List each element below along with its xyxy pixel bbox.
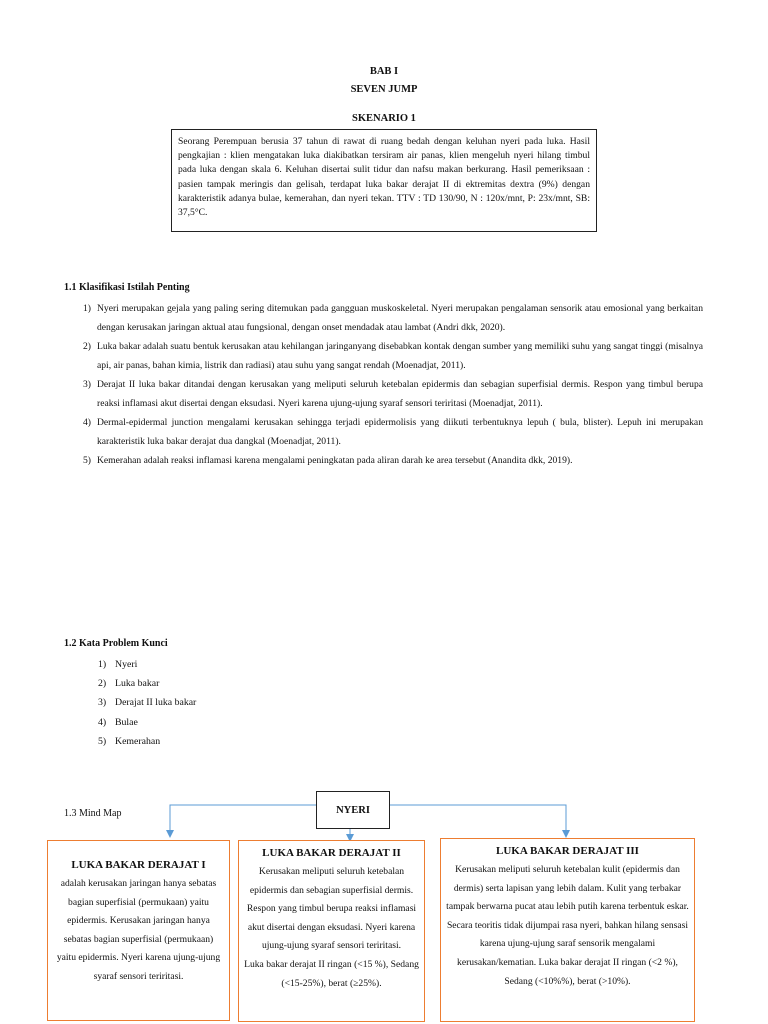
scenario-title: SKENARIO 1 <box>352 113 416 124</box>
chapter-title: BAB I <box>369 66 399 77</box>
list-number: 5) <box>98 735 107 747</box>
mind-map-heading: 1.3 Mind Map <box>64 808 122 819</box>
klasifikasi-heading: 1.1 Klasifikasi Istilah Penting <box>64 282 190 293</box>
box-text: adalah kerusakan jaringan hanya sebatas bagian superfisial (permukaan) yaitu epidermis. Kerusakan jaringan hanya sebatas bagian superfisial (permukaan) yaitu epidermis. Nyeri karena ujung-ujung syaraf sensori teriritasi. <box>56 878 221 982</box>
box-title: LUKA BAKAR DERAJAT II <box>262 847 401 859</box>
list-text: Dermal-epidermal junction mengalami kerusakan sehingga terjadi epidermolisis yang diikuti terbentuknya lepuh ( bula, blister). Lepuh ini merupakan karakteristik luka bakar derajat dua dangkal (Moenadjat, 2011). <box>97 417 703 447</box>
mind-map-box-derajat-3 <box>440 838 695 1022</box>
list-number: 4) <box>83 417 91 428</box>
box-title: LUKA BAKAR DERAJAT I <box>71 859 206 871</box>
kata-problem-heading: 1.2 Kata Problem Kunci <box>64 638 168 649</box>
connector-right <box>390 805 566 834</box>
list-number: 5) <box>83 455 91 466</box>
connector-left <box>170 805 316 834</box>
list-number: 2) <box>98 678 107 690</box>
list-number: 3) <box>98 697 107 709</box>
list-text: Luka bakar adalah suatu bentuk kerusakan atau kehilangan jaringanyang disebabkan kontak dengan sumber yang memiliki suhu yang sangat tinggi (misalnya api, air panas, bahan kimia, listrik dan radiasi) atau suhu yang sangat rendah (Moenadjat, 2011). <box>97 341 703 371</box>
list-number: 1) <box>98 659 107 670</box>
list-number: 1) <box>83 303 91 314</box>
list-text: Kemerahan <box>115 735 161 747</box>
box-text: Kerusakan meliputi seluruh ketebalan kulit (epidermis dan dermis) serta lapisan yang lebih dalam. Kulit yang terbakar tampak berwarna pucat atau lebih putih karena terbentuk eskar. Secara teoritis tidak dijumpai rasa nyeri, bahkan hilang sensasi karena ujung-ujung saraf sensorik mengalami kerusakan/kematian. Luka bakar derajat II ringan (<2 %), Sedang (<10%%), berat (>10%). <box>446 864 689 987</box>
list-text: Bulae <box>115 716 138 728</box>
list-text: Nyeri merupakan gejala yang paling sering ditemukan pada gangguan muskoskeletal. Nyeri merupakan pengalaman sensorik atau emosional yang berkaitan dengan kerusakan jaringan aktual atau fungsional, dengan onset mendadak atau lambat (Andri dkk, 2020). <box>97 303 703 333</box>
list-text: Derajat II luka bakar <box>115 697 197 709</box>
list-text: Derajat II luka bakar ditandai dengan kerusakan yang meliputi seluruh ketebalan epidermis dan sebagian superfisial dermis. Respon yang timbul berupa reaksi inflamasi akut disertai dengan eksudasi. Nyeri karena ujung-ujung syaraf sensori teriritasi (Moenadjat, 2011). <box>97 379 703 409</box>
list-text: Kemerahan adalah reaksi inflamasi karena mengalami peningkatan pada aliran darah ke area tersebut (Anandita dkk, 2019). <box>97 455 573 466</box>
mind-map-center: NYERI <box>316 791 390 829</box>
scenario-text: Seorang Perempuan berusia 37 tahun di rawat di ruang bedah dengan keluhan nyeri pada luka. Hasil pengkajian : klien mengatakan luka diakibatkan tersiram air panas, klien mengeluh nyeri hilang timbul pada luka dengan skala 6. Keluhan disertai sulit tidur dan nafsu makan berkurang. Hasil pemeriksaan : pasien tampak meringis dan gelisah, terdapat luka bakar derajat II di ektremitas dextra (9%) dengan karakteristik adanya bulae, kemerahan, dan nyeri tekan. TTV : TD 130/90, N : 120x/mnt, P: 23x/mnt, SB: 37,5°C. <box>178 136 590 219</box>
list-text: Nyeri <box>115 659 138 670</box>
box-extra-text: Luka bakar derajat II ringan (<15 %), Sedang (<15-25%), berat (≥25%). <box>244 958 419 989</box>
document-title: SEVEN JUMP <box>350 84 418 95</box>
list-number: 3) <box>83 379 91 390</box>
mind-map-box-derajat-1 <box>47 840 230 1021</box>
box-title: LUKA BAKAR DERAJAT III <box>496 845 639 857</box>
box-text: Kerusakan meliputi seluruh ketebalan epidermis dan sebagian superfisial dermis. Respon yang timbul berupa reaksi inflamasi akut disertai dengan eksudasi. Nyeri karena ujung-ujung syaraf sensori teriritasi. <box>246 866 417 952</box>
list-number: 2) <box>83 341 91 352</box>
list-text: Luka bakar <box>115 678 160 690</box>
mind-map-box-derajat-2 <box>238 840 425 1022</box>
list-number: 4) <box>98 716 107 728</box>
